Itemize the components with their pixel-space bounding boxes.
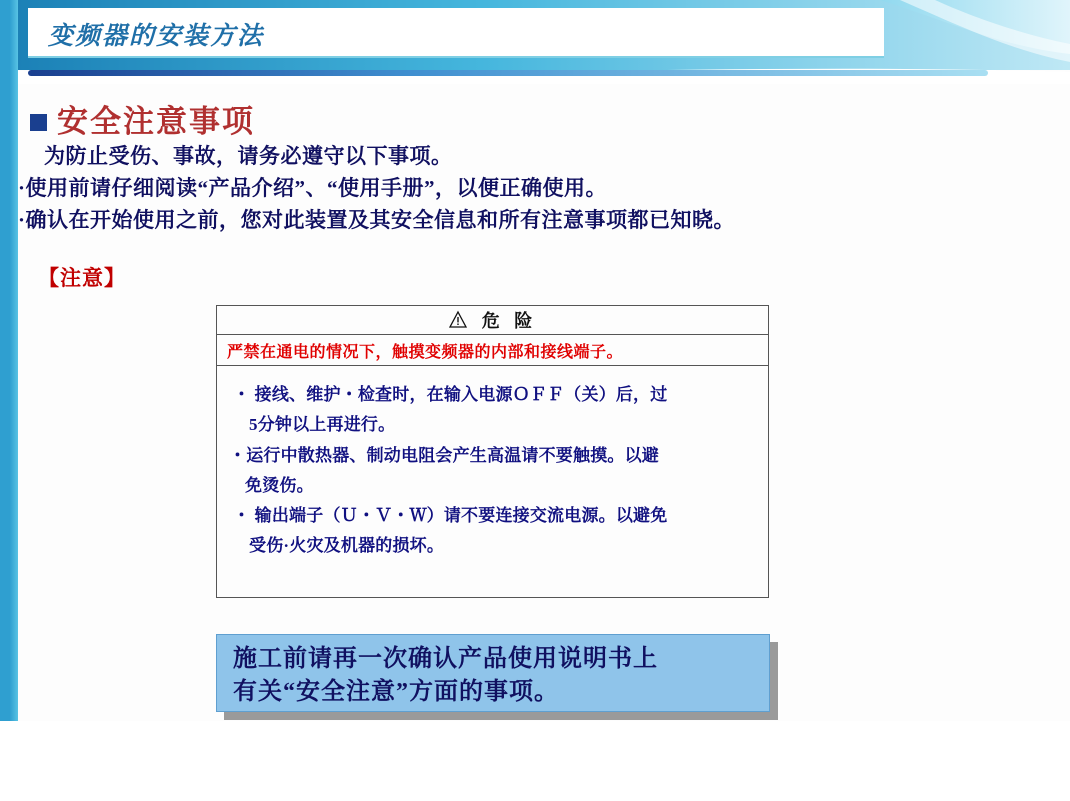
callout-line-2: 有关“安全注意”方面的事项。 [233, 678, 559, 705]
intro-line-1: 为防止受伤、事故，请务必遵守以下事项。 [44, 144, 453, 168]
slide-header [0, 0, 1070, 84]
bullet-line-1: ·使用前请仔细阅读“产品介绍”、“使用手册”，以便正确使用。 [18, 176, 608, 200]
danger-item-3-line1: ・ 输出端子（Ｕ・Ｖ・Ｗ）请不要连接交流电源。以避免 [233, 506, 668, 525]
danger-item-3-line2: 受伤·火灾及机器的损坏。 [249, 536, 445, 556]
danger-header-label: 危 险 [481, 311, 538, 331]
danger-item-1-line1: ・ 接线、维护・检查时，在输入电源ＯＦＦ（关）后，过 [233, 385, 668, 404]
danger-alert-label: 严禁在通电的情况下，触摸变频器的内部和接线端子。 [227, 343, 624, 361]
danger-body [216, 366, 769, 598]
section-heading [30, 96, 255, 141]
danger-item-1 [227, 380, 758, 441]
danger-item-1-line2: 5分钟以上再进行。 [249, 415, 396, 435]
danger-table-header [216, 305, 769, 335]
callout-line-1: 施工前请再一次确认产品使用说明书上 [233, 646, 658, 672]
page-title: 变频器的安装方法 [48, 23, 265, 50]
warning-triangle-icon [448, 310, 468, 330]
bottom-white-strip [0, 721, 1070, 801]
danger-item-2 [227, 441, 758, 502]
bullet-line-2: ·确认在开始使用之前，您对此装置及其安全信息和所有注意事项都已知晓。 [18, 208, 736, 232]
danger-item-2-line1: ・运行中散热器、制动电阻会产生高温请不要触摸。以避 [229, 445, 659, 465]
danger-alert-row [216, 335, 769, 366]
attention-label: 【注意】 [38, 266, 126, 290]
danger-item-3 [227, 501, 758, 562]
left-accent-band [0, 0, 18, 801]
danger-table [216, 305, 769, 598]
section-heading-label: 安全注意事项 [57, 104, 255, 139]
callout-box [216, 634, 770, 712]
square-bullet-icon [30, 114, 47, 131]
danger-item-2-line2: 免烫伤。 [245, 475, 314, 495]
